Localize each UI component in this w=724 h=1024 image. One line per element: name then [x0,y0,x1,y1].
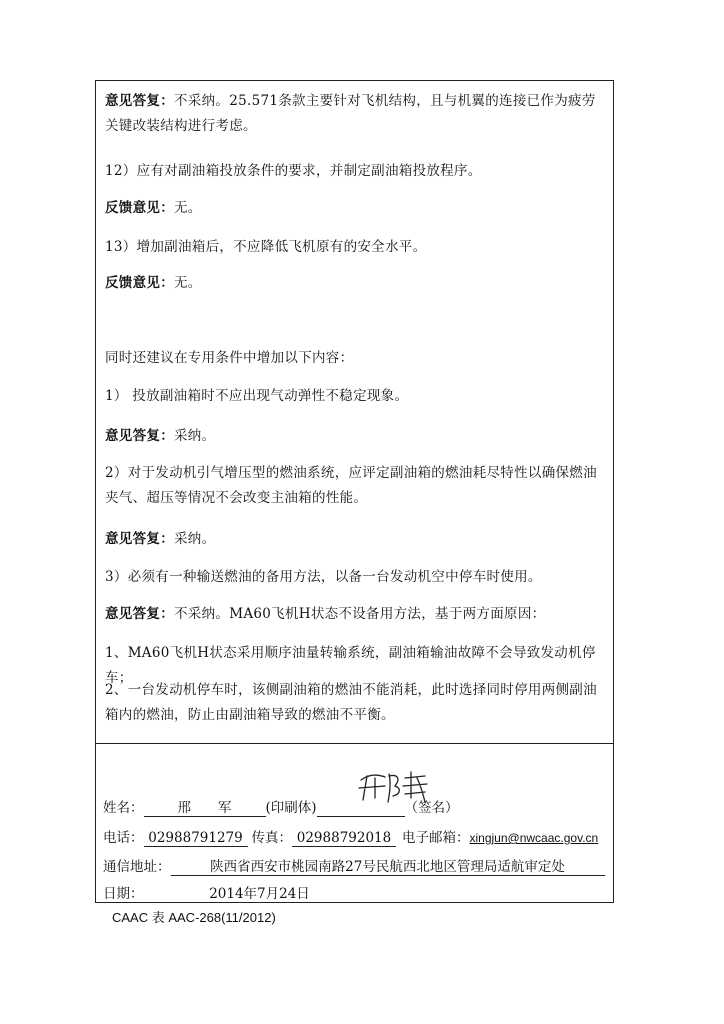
email-label: 电子邮箱： [402,830,470,846]
feedback-label: 反馈意见： [105,200,174,216]
reply-text: 采纳。 [174,428,216,444]
feedback-text: 无。 [174,275,202,291]
phone-label: 电话： [103,830,144,846]
reply-text: 采纳。 [174,531,216,547]
reply-label: 意见答复： [105,531,174,547]
feedback-label: 反馈意见： [105,275,174,291]
contact-row [103,826,598,847]
email-link[interactable]: xingjun@nwcaac.gov.cn [469,831,599,845]
date-label: 日期： [103,886,144,902]
feedback-2 [105,271,608,296]
reply-text: 不采纳。25.571条款主要针对飞机结构，且与机翼的连接已作为疲劳关键改装结构进行考虑。 [105,93,596,134]
suggestion-2: 2）对于发动机引气增压型的燃油系统，应评定副油箱的燃油耗尽特性以确保燃油夹气、超压等情况不会改变主油箱的性能。 [105,465,597,506]
address-row [103,855,605,876]
reply-label: 意见答复： [105,93,174,109]
address-label: 通信地址： [103,859,171,875]
reply-suggestion-1 [105,424,608,449]
suggestion-3: 3）必须有一种输送燃油的备用方法，以备一台发动机空中停车时使用。 [105,569,542,585]
reply-paragraph-1 [105,89,608,139]
section-divider [95,743,614,744]
reply-text: 不采纳。MA60飞机H状态不设备用方法，基于两方面原因： [174,606,546,622]
fax-label: 传真： [251,830,292,846]
reason-2: 2、一台发动机停车时，该侧副油箱的燃油不能消耗，此时选择同时停用两侧副油箱内的燃油，防止由副油箱导致的燃油不平衡。 [105,682,597,723]
reason-1: 1、MA60飞机H状态采用顺序油量转输系统，副油箱输油故障不会导致发动机停车； [105,645,596,686]
item-12: 12）应有对副油箱投放条件的要求，并制定副油箱投放程序。 [105,163,482,179]
suggestion-intro: 同时还建议在专用条件中增加以下内容： [105,350,354,366]
feedback-1 [105,196,608,221]
fax-field: 02988792018 [292,830,396,847]
name-row [103,796,459,817]
date-row [103,882,376,903]
phone-field: 02988791279 [144,830,248,847]
reply-suggestion-3 [105,602,608,627]
name-field: 邢 军 [144,796,266,817]
feedback-text: 无。 [174,200,202,216]
print-note: (印刷体) [265,800,317,816]
reply-label: 意见答复： [105,606,174,622]
reply-label: 意见答复： [105,428,174,444]
reply-suggestion-2 [105,527,608,552]
address-field: 陕西省西安市桃园南路27号民航西北地区管理局适航审定处 [171,855,605,876]
item-13: 13）增加副油箱后，不应降低飞机原有的安全水平。 [105,239,427,255]
signature-line [317,800,405,817]
date-field: 2014年7月24日 [144,882,376,903]
form-code: CAAC 表 AAC-268(11/2012) [112,910,276,925]
suggestion-1: 1） 投放副油箱时不应出现气动弹性不稳定现象。 [105,388,409,404]
sign-note: （签名） [404,800,459,816]
name-label: 姓名： [103,800,144,816]
